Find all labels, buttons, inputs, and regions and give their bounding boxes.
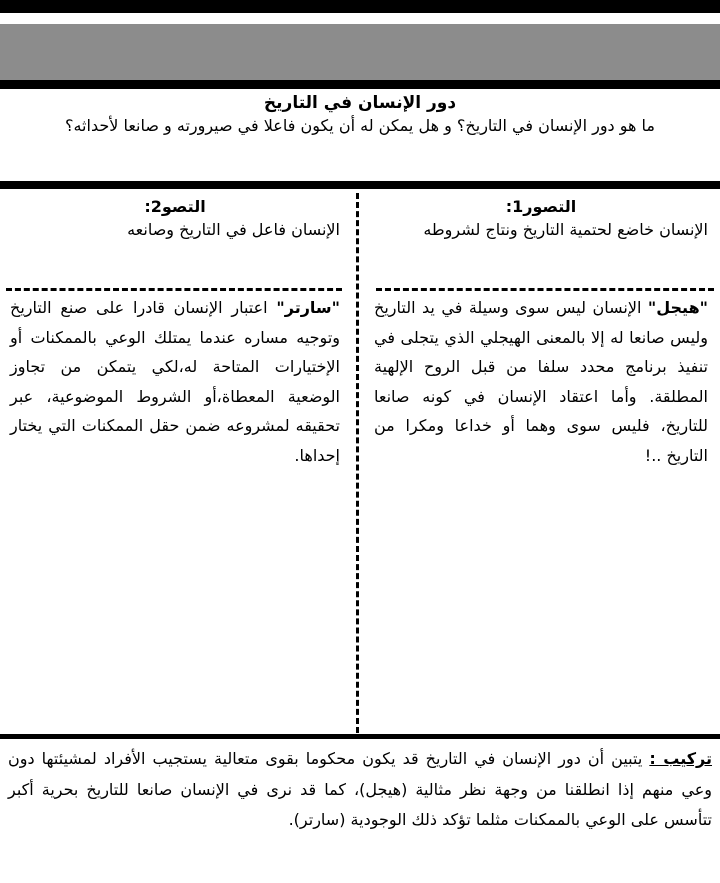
position-2-thesis: الإنسان فاعل في التاريخ وصانعه	[127, 220, 340, 239]
synthesis-text: يتبين أن دور الإنسان في التاريخ قد يكون محكوما بقوى متعالية يستجيب الأفراد لمشيئتها دون وعي منهم إذا انطلقنا من وجهة نظر مثالية (هيجل)، كما قد نرى في الإنسان صانعا للتاريخ بحرية أكبر تتأسس على الوعي بالممكنات مثلما تؤكد ذلك الوجودية (سارتر).	[8, 749, 712, 829]
guiding-question: ما هو دور الإنسان في التاريخ؟ و هل يمكن له أن يكون فاعلا في صيرورته و صانعا لأحداثه؟	[64, 116, 655, 135]
banner-rule	[0, 80, 720, 89]
position-2-text: اعتبار الإنسان قادرا على صنع التاريخ وتوجيه مساره عندما يمتلك الوعي بالممكنات أو الإختيارات المتاحة له،لكي يتمكن من تجاوز الوضعية المعطاة،أو الشروط الموضوعية، عبر تحقيقه لمشروعه ضمن حقل الممكنات التي يختار إحداها.	[10, 298, 340, 465]
position-1-heading: التصور1:	[505, 197, 577, 216]
position-2-header	[10, 196, 340, 242]
position-2-author: "سارتر"	[276, 298, 340, 317]
section-rule	[0, 181, 720, 189]
column-divider	[356, 193, 359, 733]
top-rule	[0, 0, 720, 13]
position-2-divider	[6, 288, 342, 291]
position-1-header	[374, 196, 708, 242]
position-1-thesis: الإنسان خاضع لحتمية التاريخ ونتاج لشروطه	[423, 220, 708, 239]
position-2-heading: التصو2:	[144, 197, 206, 216]
header-banner	[0, 24, 720, 80]
position-1-body	[374, 293, 708, 470]
position-1-author: "هيجل"	[647, 298, 708, 317]
synthesis-section	[8, 744, 712, 836]
position-1-divider	[376, 288, 714, 291]
synthesis-label: تركيب :	[649, 749, 712, 768]
page-title: دور الإنسان في التاريخ	[263, 93, 457, 113]
position-1-text: الإنسان ليس سوى وسيلة في يد التاريخ وليس صانعا له إلا بالمعنى الهيجلي الذي يتجلى في تنفيذ برنامج محدد سلفا من قبل الروح الإلهية المطلقة. وأما اعتقاد الإنسان في كونه صانعا للتاريخ، فليس سوى وهما أو خداعا ومكرا من التاريخ ..!	[374, 298, 708, 465]
intro-section	[8, 92, 712, 137]
synthesis-rule	[0, 734, 720, 739]
position-2-body	[10, 293, 340, 470]
